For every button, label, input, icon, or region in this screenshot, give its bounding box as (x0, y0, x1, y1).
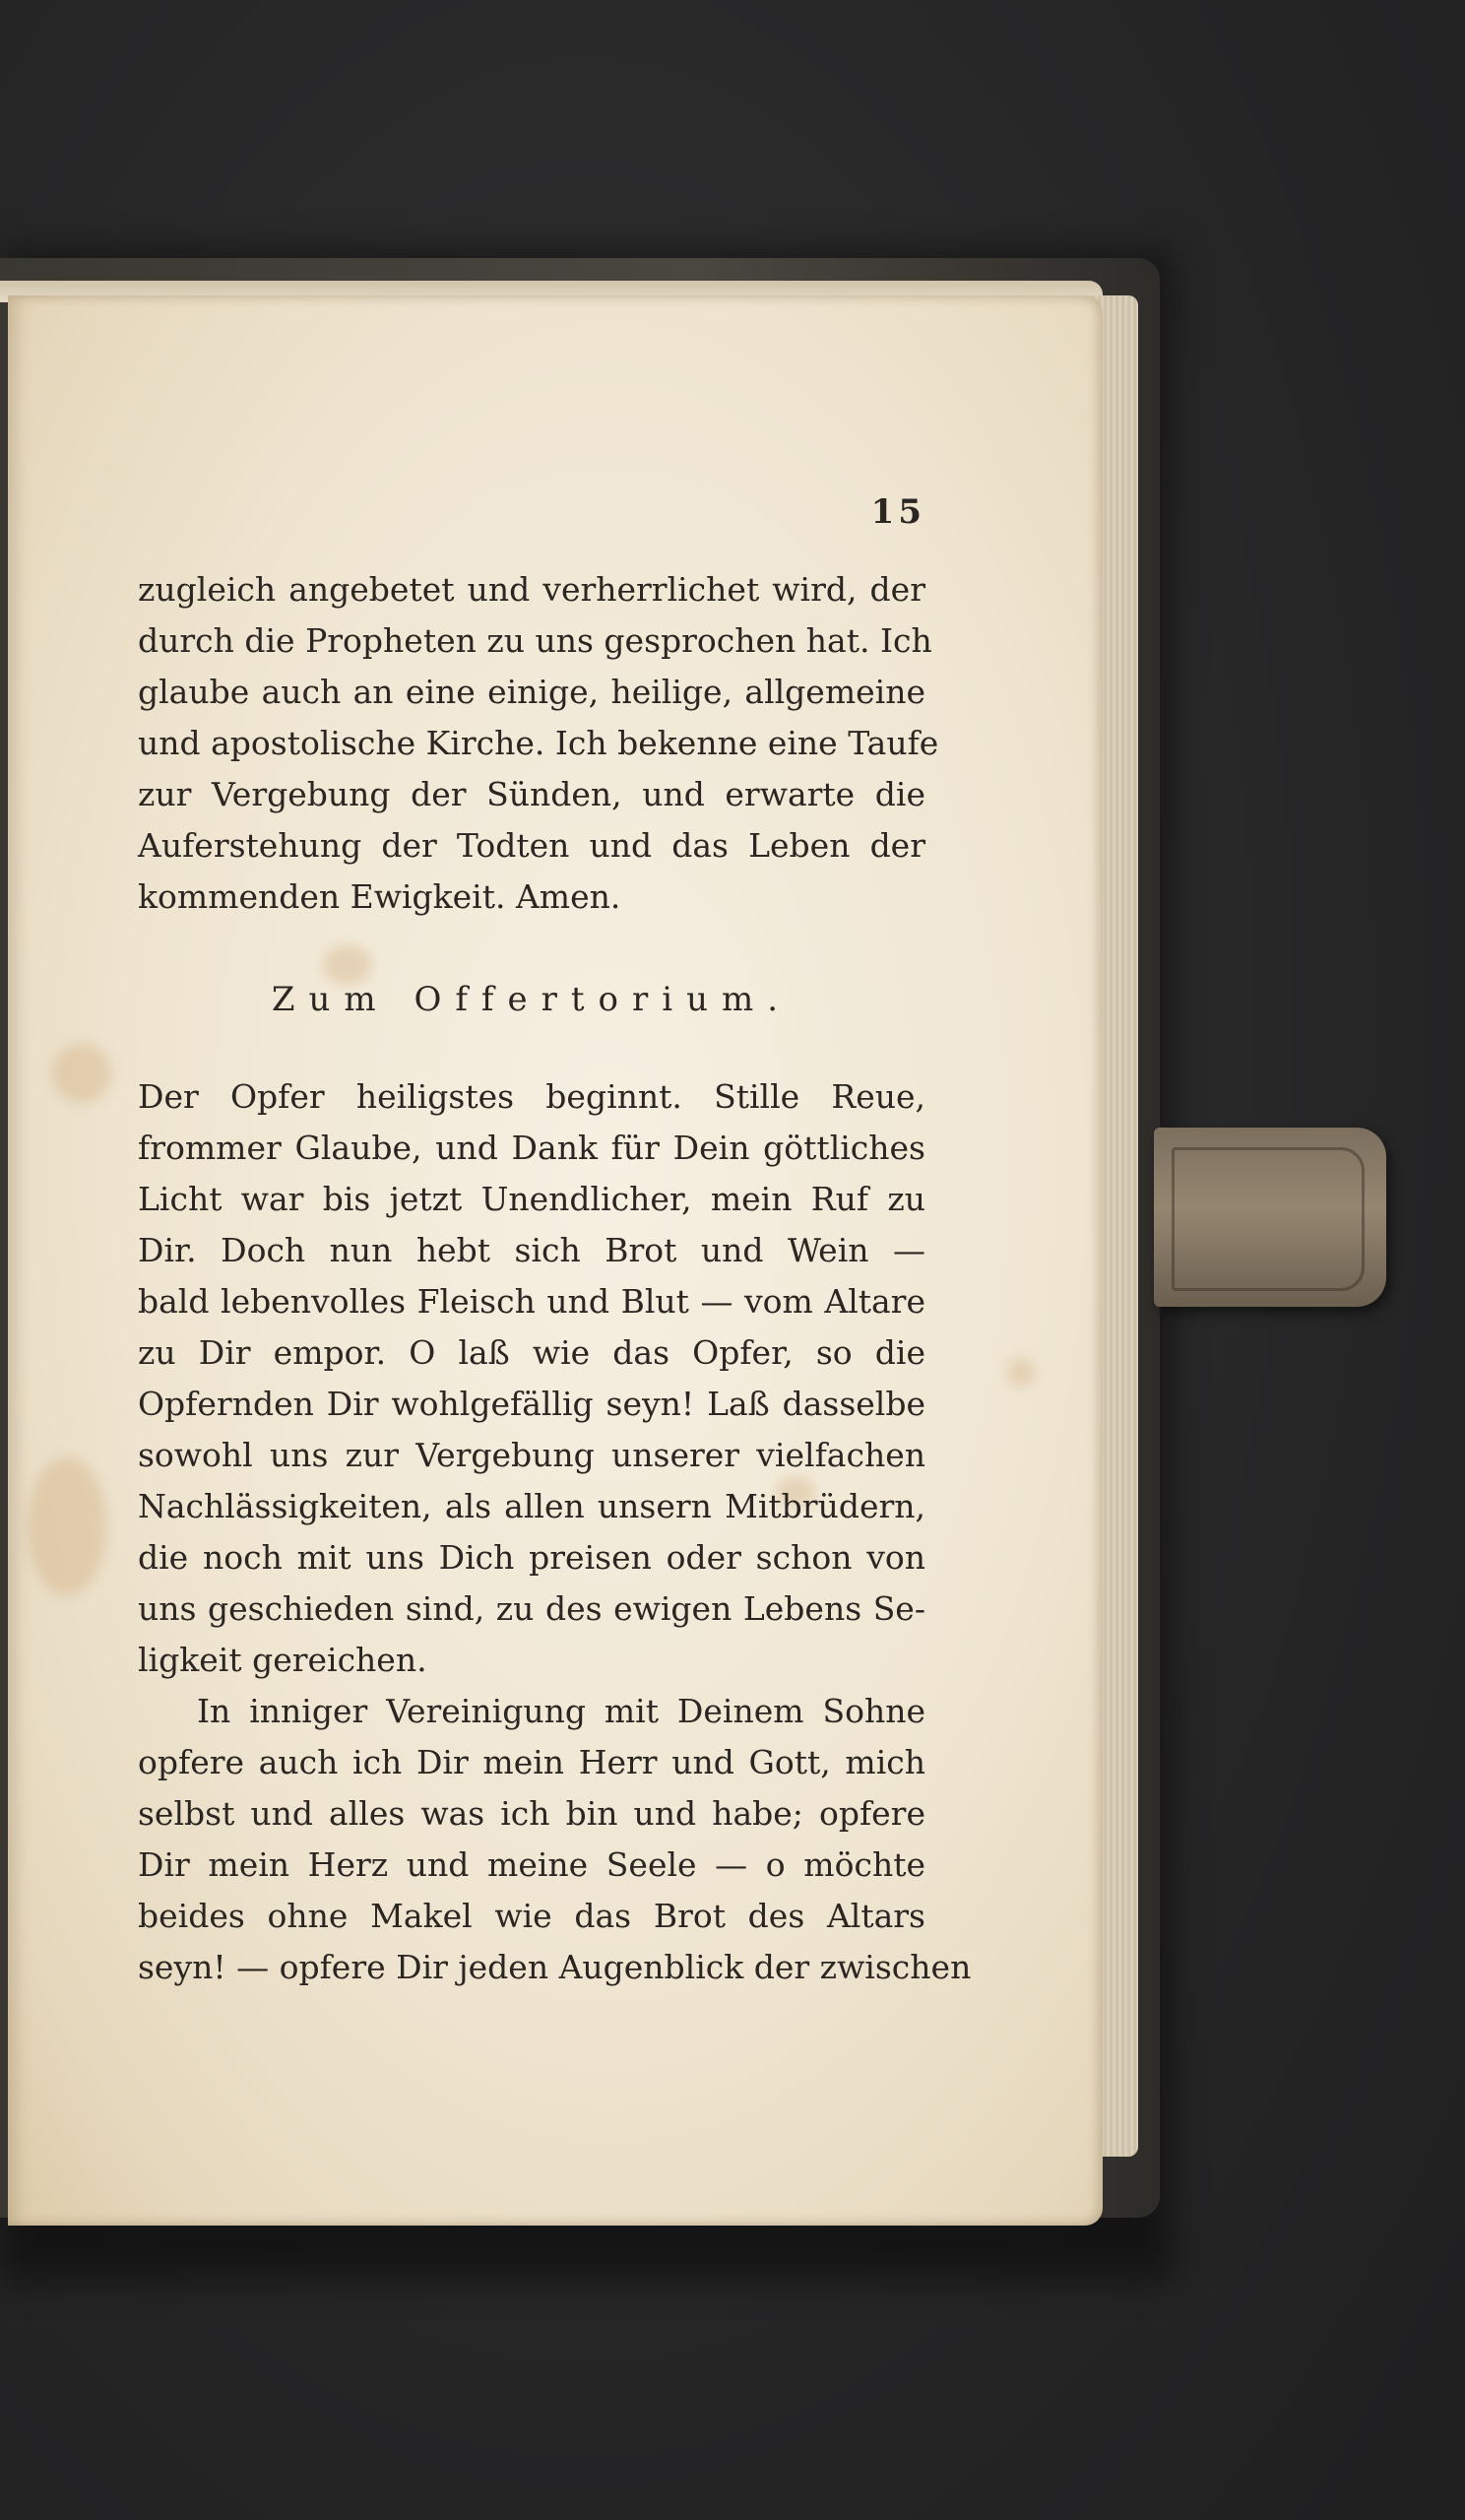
text-line: sowohl uns zur Vergebung unserer vielfachen (138, 1436, 925, 1474)
text-line: Dir mein Herz und meine Seele — o möchte (138, 1845, 925, 1884)
text-line: zu Dir empor. O laß wie das Opfer, so die (138, 1333, 925, 1372)
foxing-stain (52, 1044, 111, 1103)
text-line: frommer Glaube, und Dank für Dein göttliches (138, 1129, 925, 1167)
section-heading: Zum Offertorium. (271, 980, 793, 1019)
text-line: zugleich angebetet und verherrlichet wird, der (138, 570, 925, 609)
text-line: glaube auch an eine einige, heilige, allgemeine (138, 673, 925, 711)
text-line: seyn! — opfere Dir jeden Augenblick der zwischen (138, 1948, 972, 1986)
foxing-stain (323, 945, 372, 985)
text-line: ligkeit gereichen. (138, 1641, 427, 1679)
text-line: uns geschieden sind, zu des ewigen Lebens Se- (138, 1589, 925, 1628)
text-line: bald lebenvolles Fleisch und Blut — vom Altare (138, 1282, 925, 1321)
text-line: In inniger Vereinigung mit Deinem Sohne (197, 1692, 925, 1730)
page-number: 15 (870, 492, 925, 532)
foxing-stain (28, 1457, 106, 1595)
text-line: kommenden Ewigkeit. Amen. (138, 877, 621, 916)
text-line: Auferstehung der Todten und das Leben der (138, 826, 925, 865)
text-line: selbst und alles was ich bin und habe; opfere (138, 1794, 925, 1833)
text-line: die noch mit uns Dich preisen oder schon von (138, 1538, 925, 1577)
text-line: Der Opfer heiligstes beginnt. Stille Reue, (138, 1077, 925, 1116)
text-line: zur Vergebung der Sünden, und erwarte die (138, 775, 925, 813)
text-line: Nachlässigkeiten, als allen unsern Mitbrüdern, (138, 1487, 925, 1525)
book-clasp-detail (1172, 1147, 1365, 1291)
text-line: und apostolische Kirche. Ich bekenne eine Taufe (138, 724, 939, 762)
text-line: Opfernden Dir wohlgefällig seyn! Laß dasselbe (138, 1385, 925, 1423)
text-line: beides ohne Makel wie das Brot des Altars (138, 1897, 925, 1935)
text-line: Dir. Doch nun hebt sich Brot und Wein — (138, 1231, 925, 1269)
text-line: durch die Propheten zu uns gesprochen hat. Ich (138, 621, 932, 660)
text-line: Licht war bis jetzt Unendlicher, mein Ruf zu (138, 1180, 925, 1218)
text-line: opfere auch ich Dir mein Herr und Gott, mich (138, 1743, 925, 1781)
foxing-stain (1007, 1359, 1035, 1387)
